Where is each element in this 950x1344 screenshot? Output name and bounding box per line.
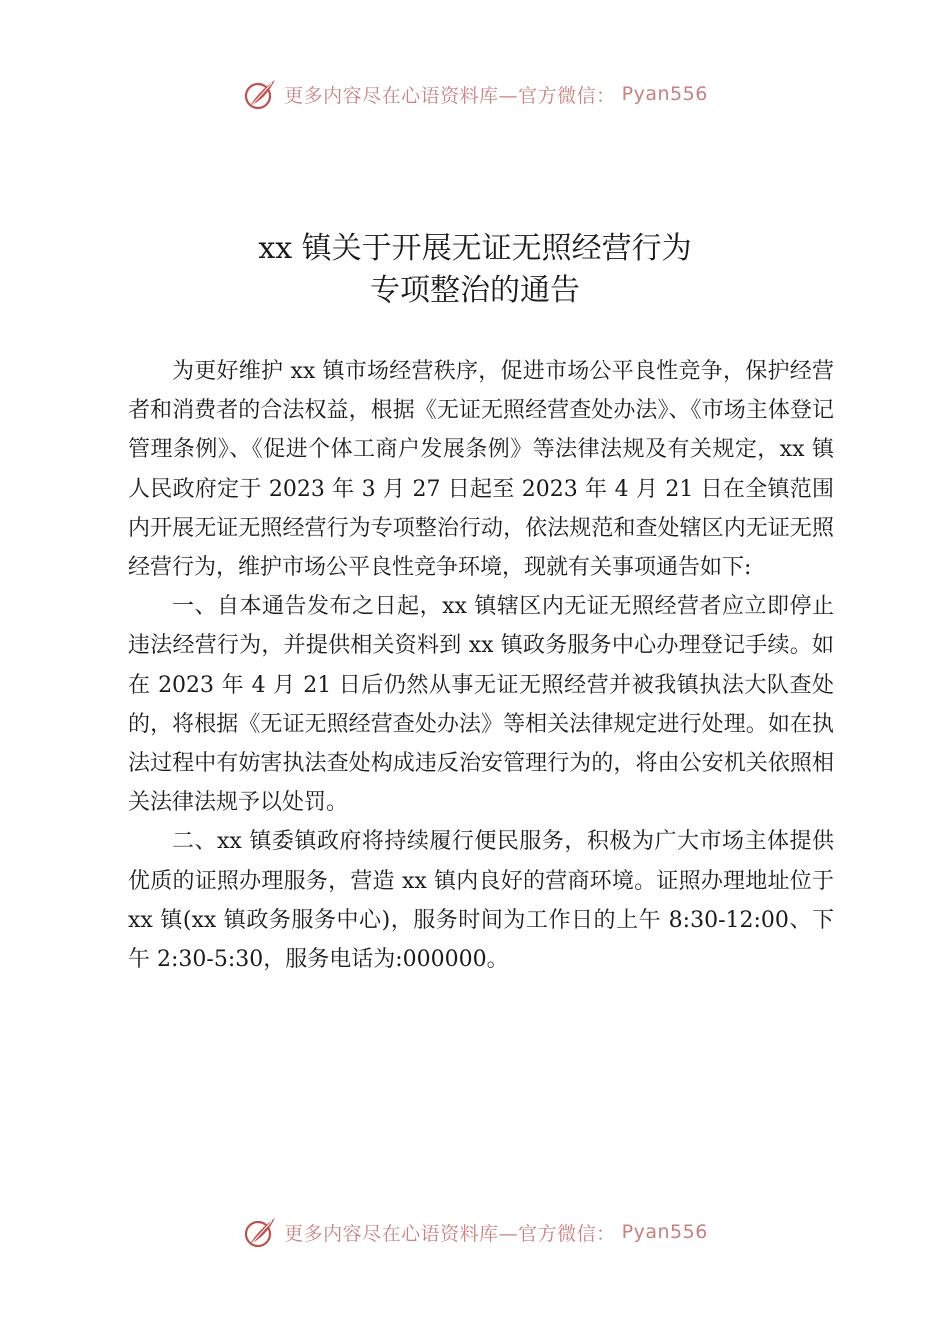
title-line-1: xx 镇关于开展无证无照经营行为	[258, 231, 692, 266]
watermark-wechat-id: Pyan556	[621, 83, 708, 105]
document-title	[0, 228, 950, 312]
paragraph-intro: 为更好维护 xx 镇市场经营秩序，促进市场公平良性竞争，保护经营者和消费者的合法权益，根据《无证无照经营查处办法》、《市场主体登记管理条例》、《促进个体工商户发展条例》等法律法规及有关规定，xx 镇人民政府定于 2023 年 3 月 27 日起至 2023 年 4 月 21 日在全镇范围内开展无证无照经营行为专项整治行动，依法规范和查处辖区内无证无照经营行为，维护市场公平良性竞争环境，现就有关事项通告如下:	[128, 359, 834, 581]
quill-logo-icon	[242, 76, 278, 112]
title-line-2: 专项整治的通告	[370, 273, 580, 308]
header-watermark	[0, 76, 950, 112]
quill-logo-icon	[242, 1214, 278, 1250]
document-body	[128, 352, 834, 979]
paragraph-item-2: 二、xx 镇委镇政府将持续履行便民服务，积极为广大市场主体提供优质的证照办理服务，营造 xx 镇内良好的营商环境。证照办理地址位于 xx 镇(xx 镇政务服务中心)，服务时间为工作日的上午 8:30-12:00、下午 2:30-5:30，服务电话为:000000。	[128, 829, 834, 973]
footer-watermark	[0, 1214, 950, 1250]
watermark-text: 更多内容尽在心语资料库—官方微信：	[284, 1222, 616, 1245]
paragraph-item-1: 一、自本通告发布之日起，xx 镇辖区内无证无照经营者应立即停止违法经营行为，并提供相关资料到 xx 镇政务服务中心办理登记手续。如在 2023 年 4 月 21 日后仍然从事无证无照经营并被我镇执法大队查处的，将根据《无证无照经营查处办法》等相关法律规定进行处理。如在执法过程中有妨害执法查处构成违反治安管理行为的，将由公安机关依照相关法律法规予以处罚。	[128, 594, 834, 816]
watermark-wechat-id: Pyan556	[621, 1221, 708, 1243]
watermark-text: 更多内容尽在心语资料库—官方微信：	[284, 84, 616, 107]
